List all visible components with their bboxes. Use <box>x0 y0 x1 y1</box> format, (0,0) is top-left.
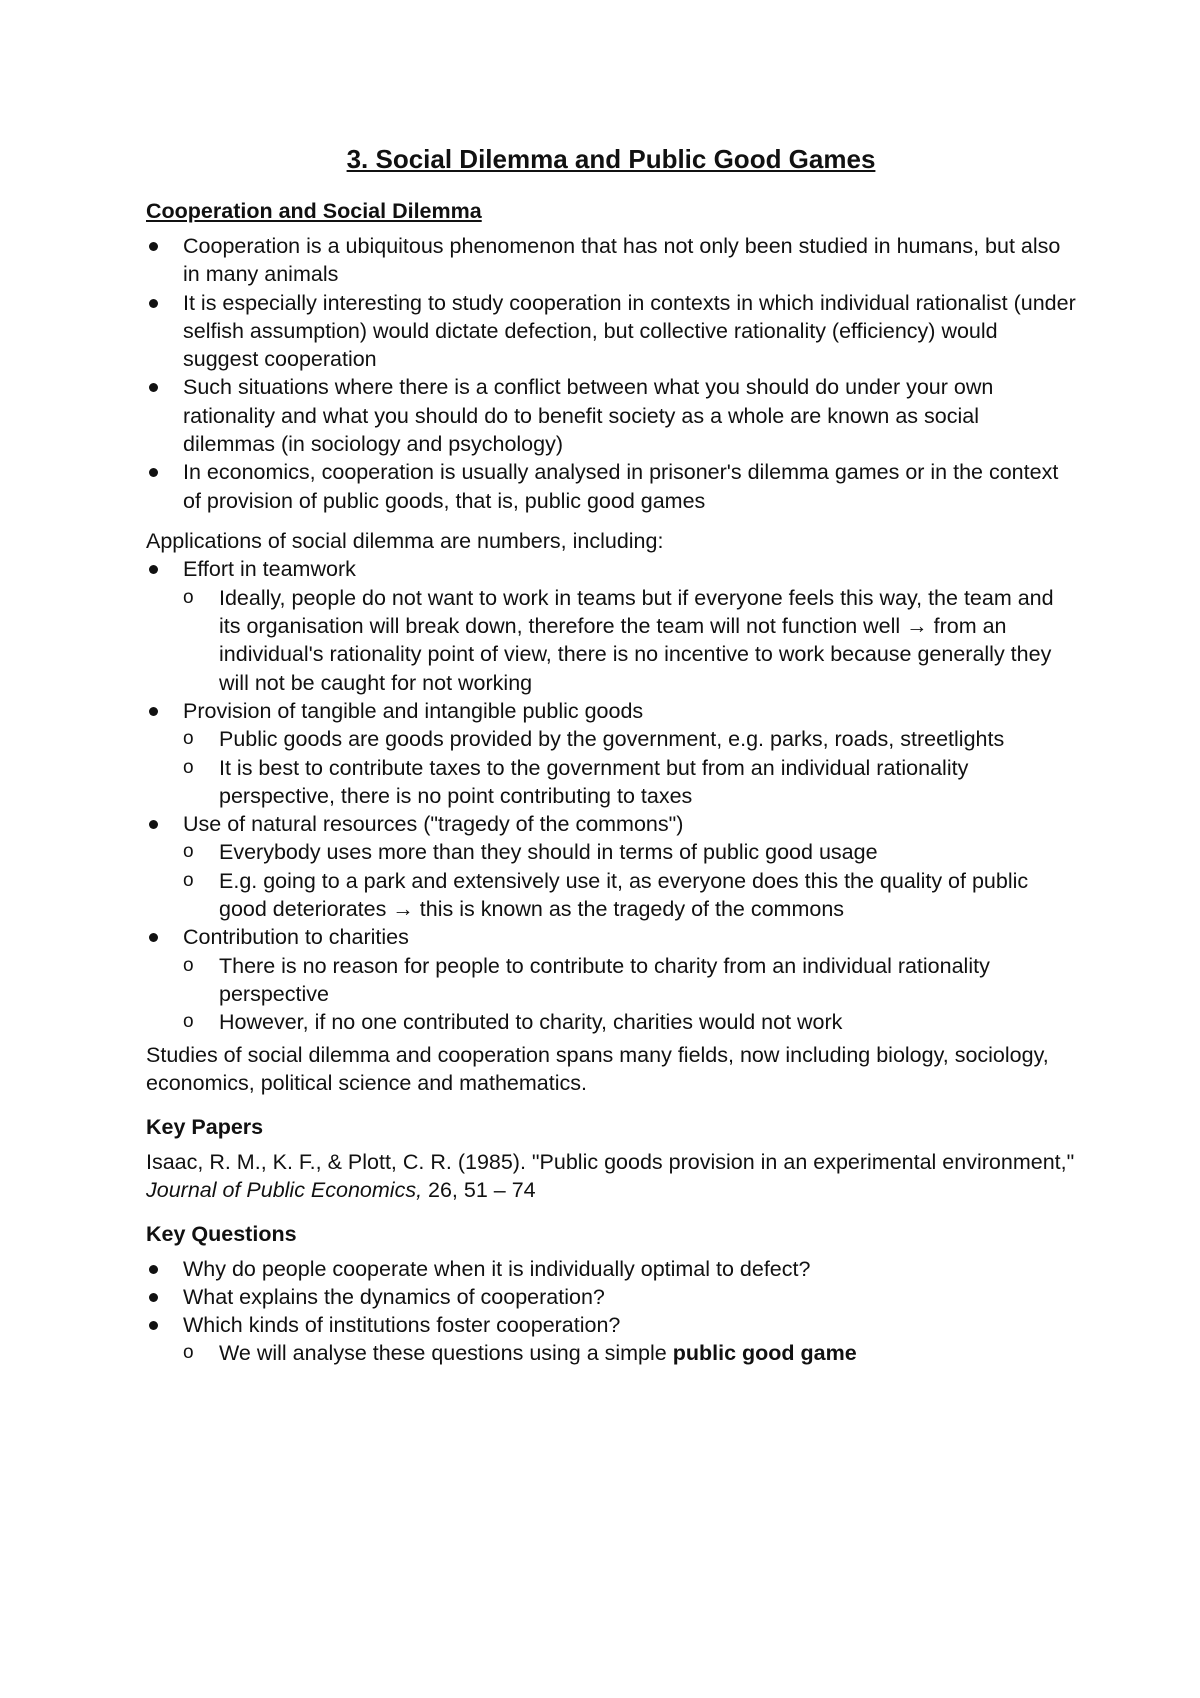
bullet-icon <box>149 933 158 942</box>
sub-list-item: o However, if no one contributed to charity, charities would not work <box>146 1008 1076 1036</box>
list-item: Such situations where there is a conflict between what you should do under your own rationality and what you should do to benefit society as a whole are known as social dilemmas (in sociology and psychology) <box>146 373 1076 458</box>
sub-bullet-list <box>146 952 1076 1037</box>
bullet-icon <box>149 299 158 308</box>
hollow-bullet-icon: o <box>183 756 194 778</box>
sub-list-item: o Public goods are goods provided by the government, e.g. parks, roads, streetlights <box>146 725 1076 753</box>
hollow-bullet-icon: o <box>183 728 194 750</box>
hollow-bullet-icon: o <box>183 869 194 891</box>
applications-intro: Applications of social dilemma are numbers, including: <box>146 528 664 553</box>
page-title: 3. Social Dilemma and Public Good Games <box>346 144 876 174</box>
bullet-icon <box>149 468 158 477</box>
journal-name: Journal of Public Economics, <box>146 1178 423 1203</box>
hollow-bullet-icon: o <box>183 1342 194 1364</box>
hollow-bullet-icon: o <box>183 841 194 863</box>
emphasis-text: public good game <box>672 1341 857 1366</box>
list-item: In economics, cooperation is usually analysed in prisoner's dilemma games or in the context of provision of public goods, that is, public good games <box>146 458 1076 515</box>
cooperation-bullet-list <box>146 232 1076 515</box>
hollow-bullet-icon: o <box>183 586 194 608</box>
bullet-icon <box>149 565 158 574</box>
list-item: It is especially interesting to study cooperation in contexts in which individual rationalist (under selfish assumption) would dictate defection, but collective rationality (efficiency) would suggest cooperation <box>146 289 1076 374</box>
hollow-bullet-icon: o <box>183 954 194 976</box>
sub-list-item: o We will analyse these questions using a simple public good game <box>146 1339 1076 1367</box>
bullet-icon <box>149 1321 158 1330</box>
section-heading-key-questions: Key Questions <box>146 1221 297 1246</box>
list-item: Use of natural resources ("tragedy of the commons") <box>146 810 1076 838</box>
section-heading-cooperation: Cooperation and Social Dilemma <box>146 199 482 223</box>
list-item: Why do people cooperate when it is individually optimal to defect? <box>146 1255 1076 1283</box>
sub-bullet-list <box>146 725 1076 810</box>
citation: Isaac, R. M., K. F., & Plott, C. R. (1985). "Public goods provision in an experimental environment," Journal of Public Economics, 26, 51 – 74 <box>146 1149 1075 1203</box>
sub-list-item: o E.g. going to a park and extensively use it, as everyone does this the quality of public good deteriorates → this is known as the tragedy of the commons <box>183 868 1029 922</box>
list-item: What explains the dynamics of cooperation? <box>146 1283 1076 1311</box>
bullet-icon <box>149 242 158 251</box>
sub-bullet-list <box>146 1339 1076 1367</box>
bullet-icon <box>149 707 158 716</box>
list-item: Effort in teamwork <box>146 555 1076 583</box>
sub-list-item: o It is best to contribute taxes to the government but from an individual rationality perspective, there is no point contributing to taxes <box>183 755 969 808</box>
sub-list-item: o There is no reason for people to contribute to charity from an individual rationality perspective <box>183 953 990 1006</box>
sub-list-item: o Everybody uses more than they should in terms of public good usage <box>146 838 1076 866</box>
sub-bullet-list <box>146 838 1076 923</box>
bullet-icon <box>149 1293 158 1302</box>
list-item: Provision of tangible and intangible public goods <box>146 697 1076 725</box>
list-item: Contribution to charities <box>146 923 1076 951</box>
section-heading-key-papers: Key Papers <box>146 1114 264 1139</box>
questions-bullet-list <box>146 1255 1076 1340</box>
bullet-icon <box>149 820 158 829</box>
bullet-icon <box>149 1265 158 1274</box>
hollow-bullet-icon: o <box>183 1011 194 1033</box>
applications-bullet-list <box>146 555 1076 583</box>
sub-list-item: o Ideally, people do not want to work in teams but if everyone feels this way, the team and its organisation will break down, therefore the team will not function well → from an individual's rationality point of view, there is no incentive to work because generally they will not be caught for not working <box>183 585 1054 695</box>
list-item: Cooperation is a ubiquitous phenomenon that has not only been studied in humans, but also in many animals <box>146 232 1076 289</box>
list-item: Which kinds of institutions foster cooperation? <box>146 1311 1076 1339</box>
document-page <box>146 140 1076 1368</box>
bullet-icon <box>149 383 158 392</box>
applications-closing: Studies of social dilemma and cooperation spans many fields, now including biology, sociology, economics, political science and mathematics. <box>146 1042 1049 1096</box>
sub-bullet-list <box>146 584 1076 697</box>
